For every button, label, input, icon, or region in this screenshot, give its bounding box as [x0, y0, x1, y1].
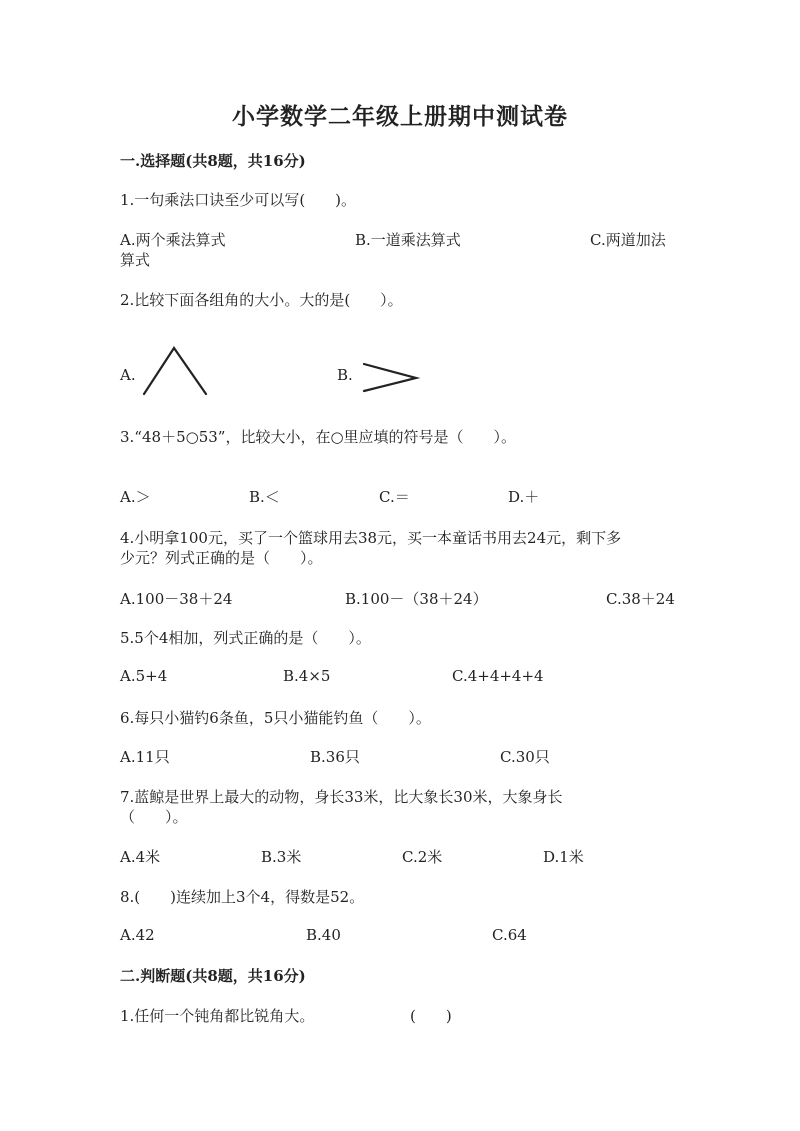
question-7-stem-line2: （ ）。: [120, 808, 188, 826]
angle-b-figure: [360, 360, 422, 394]
question-4-stem-line2: 少元？列式正确的是（ ）。: [120, 549, 323, 567]
page-title: 小学数学二年级上册期中测试卷: [232, 103, 568, 130]
section-heading-judgement: 二.判断题(共8题，共16分): [120, 967, 306, 985]
question-5-stem: 5.5个4相加，列式正确的是（ ）。: [120, 629, 371, 647]
question-6-option-a: A.11只: [120, 748, 170, 766]
question-1-option-a: A.两个乘法算式: [120, 231, 226, 249]
question-1-option-b: B.一道乘法算式: [355, 231, 461, 249]
question-3-option-d: D.＋: [508, 488, 540, 506]
question-4-stem: 4.小明拿100元，买了一个篮球用去38元，买一本童话书用去24元，剩下多: [120, 529, 622, 547]
judgement-1-answer-blank: ( ): [410, 1007, 452, 1025]
question-8-option-a: A.42: [120, 926, 155, 944]
question-1-stem: 1.一句乘法口诀至少可以写( )。: [120, 191, 357, 209]
question-2-stem: 2.比较下面各组角的大小。大的是( ）。: [120, 291, 403, 309]
judgement-1-stem: 1.任何一个钝角都比锐角大。: [120, 1007, 315, 1025]
question-2-option-b: B.: [337, 366, 353, 384]
question-2-option-a: A.: [120, 366, 136, 384]
question-7-option-b: B.3米: [261, 848, 302, 866]
question-4-option-a: A.100－38＋24: [120, 590, 233, 608]
question-7-option-a: A.4米: [120, 848, 161, 866]
angle-a-figure: [140, 344, 212, 400]
question-4-option-b: B.100－（38＋24）: [345, 590, 488, 608]
question-6-option-c: C.30只: [500, 748, 550, 766]
question-8-option-b: B.40: [306, 926, 341, 944]
question-4-option-c: C.38＋24: [606, 590, 675, 608]
question-5-option-b: B.4×5: [283, 667, 331, 685]
question-5-option-c: C.4+4+4+4: [452, 667, 544, 685]
question-5-option-a: A.5+4: [120, 667, 168, 685]
question-1-option-c: C.两道加法: [590, 231, 666, 249]
question-7-stem: 7.蓝鲸是世界上最大的动物，身长33米，比大象长30米，大象身长: [120, 788, 563, 806]
question-3-stem: 3.“48＋5○53”，比较大小，在○里应填的符号是（ ）。: [120, 428, 517, 446]
question-6-option-b: B.36只: [310, 748, 360, 766]
question-8-option-c: C.64: [492, 926, 527, 944]
question-7-option-d: D.1米: [543, 848, 584, 866]
question-3-option-a: A.＞: [120, 488, 151, 506]
question-3-option-c: C.＝: [379, 488, 410, 506]
question-8-stem: 8.( )连续加上3个4，得数是52。: [120, 888, 365, 906]
question-6-stem: 6.每只小猫钓6条鱼，5只小猫能钓鱼（ ）。: [120, 709, 431, 727]
question-3-option-b: B.＜: [249, 488, 280, 506]
section-heading-choice: 一.选择题(共8题，共16分): [120, 152, 306, 170]
question-7-option-c: C.2米: [402, 848, 443, 866]
question-1-option-c-wrap: 算式: [120, 251, 151, 269]
